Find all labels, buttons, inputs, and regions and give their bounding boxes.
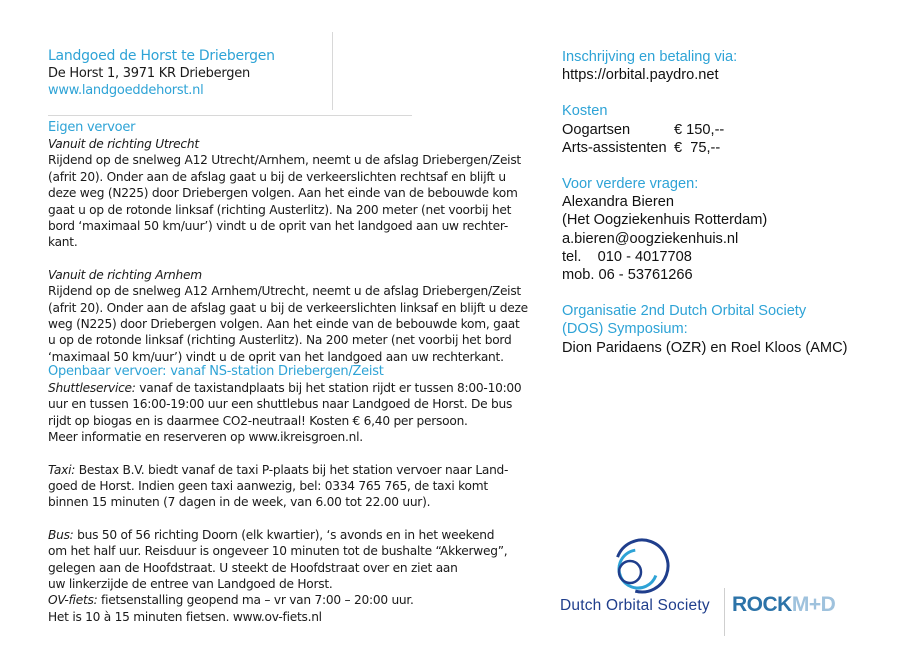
organisation-heading-1: Organisatie 2nd Dutch Orbital Society <box>562 303 807 320</box>
shuttle-line: rijdt op biogas en is daarmee CO2-neutraal! Kosten € 6,40 per persoon. <box>48 413 468 428</box>
shuttle-label: Shuttleservice: <box>48 381 136 395</box>
utrecht-line: kant. <box>48 235 78 250</box>
own-transport-heading: Eigen vervoer <box>48 120 136 135</box>
bus-line: om het half uur. Reisduur is ongeveer 10 minuten tot de bushalte “Akkerweg”, <box>48 544 508 559</box>
ovfiets-line: Het is 10 à 15 minuten fietsen. www.ov-fiets.nl <box>48 609 322 624</box>
venue-name: Landgoed de Horst te Driebergen <box>48 48 275 64</box>
utrecht-line: gaat u op de rotonde linksaf (richting Austerlitz). Na 200 meter (net voorbij het <box>48 202 512 217</box>
ovfiets-text: fietsenstalling geopend ma – vr van 7:00 – 20:00 uur. <box>97 593 414 608</box>
costs-heading: Kosten <box>562 103 608 120</box>
right-column <box>562 48 882 357</box>
bus-text: bus 50 of 56 richting Doorn (elk kwartier), ‘s avonds en in het weekend <box>73 527 495 542</box>
vertical-divider <box>332 32 333 110</box>
shuttle-line <box>48 380 538 396</box>
venue-address: De Horst 1, 3971 KR Driebergen <box>48 66 250 81</box>
taxi-line: goed de Horst. Indien geen taxi aanwezig, bel: 0334 765 765, de taxi komt <box>48 479 488 494</box>
organisation-names: Dion Paridaens (OZR) en Roel Kloos (AMC) <box>562 339 848 356</box>
arnhem-line: u op de rotonde linksaf (richting Austerlitz). Na 200 meter (net voorbij het bord <box>48 333 512 348</box>
registration-url-link[interactable]: https://orbital.paydro.net <box>562 67 719 84</box>
utrecht-line: Rijdend op de snelweg A12 Utrecht/Arnhem, neemt u de afslag Driebergen/Zeist <box>48 153 521 168</box>
logo-divider <box>724 588 725 636</box>
contact-email-link[interactable]: a.bieren@oogziekenhuis.nl <box>562 230 739 247</box>
venue-block <box>48 48 538 99</box>
rockmed-logo <box>732 593 835 617</box>
horizontal-divider <box>48 115 412 116</box>
questions-heading: Voor verdere vragen: <box>562 176 699 193</box>
bus-line: uw linkerzijde de entree van Landgoed de Horst. <box>48 577 333 592</box>
rockmed-logo-part1: ROCK <box>732 593 792 616</box>
bus-line <box>48 527 538 543</box>
contact-tel: tel. 010 - 4017708 <box>562 248 692 265</box>
arnhem-line: Rijdend op de snelweg A12 Arnhem/Utrecht, neemt u de afslag Driebergen/Zeist <box>48 284 521 299</box>
price-value: € 75,-- <box>674 139 721 156</box>
taxi-text: Bestax B.V. biedt vanaf de taxi P-plaats bij het station vervoer naar Land- <box>75 462 509 477</box>
shuttle-line: Meer informatie en reserveren op www.ikreisgroen.nl. <box>48 430 363 445</box>
registration-heading: Inschrijving en betaling via: <box>562 49 738 65</box>
own-transport-section <box>48 120 538 365</box>
shuttle-line: uur en tussen 16:00-19:00 uur een shuttlebus naar Landgoed de Horst. De bus <box>48 397 513 412</box>
bus-line: gelegen aan de Hoofdstraat. U steekt de Hoofdstraat over en ziet aan <box>48 560 458 575</box>
arnhem-line: weg (N225) door Driebergen volgen. Aan het einde van de bebouwde kom, gaat <box>48 317 520 332</box>
venue-url-link[interactable]: www.landgoeddehorst.nl <box>48 83 204 98</box>
price-row <box>562 121 882 139</box>
public-transport-heading: Openbaar vervoer: vanaf NS-station Driebergen/Zeist <box>48 364 384 379</box>
price-label: Oogartsen <box>562 121 631 138</box>
ovfiets-line <box>48 592 538 608</box>
shuttle-text: vanaf de taxistandplaats bij het station rijdt er tussen 8:00-10:00 <box>135 381 522 395</box>
public-transport-section <box>48 364 538 625</box>
contact-name: Alexandra Bieren <box>562 194 674 211</box>
price-row <box>562 139 882 157</box>
bus-label: Bus: <box>48 527 74 542</box>
utrecht-line: (afrit 20). Onder aan de afslag gaat u bij de verkeerslichten rechtsaf en blijft u <box>48 169 506 184</box>
contact-mob: mob. 06 - 53761266 <box>562 267 693 284</box>
taxi-line <box>48 462 538 478</box>
price-label: Arts-assistenten <box>562 139 667 156</box>
dos-logo-text: Dutch Orbital Society <box>560 597 710 614</box>
organisation-heading-2: (DOS) Symposium: <box>562 321 688 338</box>
taxi-line: binnen 15 minuten (7 dagen in de week, van 6.00 tot 22.00 uur). <box>48 495 431 510</box>
utrecht-title: Vanuit de richting Utrecht <box>48 137 199 151</box>
arnhem-line: (afrit 20). Onder aan de afslag gaat u bij de verkeerslichten linksaf en blijft u deze <box>48 300 528 315</box>
ovfiets-label: OV-fiets: <box>48 593 98 608</box>
contact-org: (Het Oogziekenhuis Rotterdam) <box>562 212 768 229</box>
price-value: € 150,-- <box>674 121 725 138</box>
arnhem-title: Vanuit de richting Arnhem <box>48 267 202 282</box>
rockmed-logo-part2: M+D <box>791 593 836 616</box>
utrecht-line: bord ‘maximaal 50 km/uur’) vindt u de oprit van het landgoed aan uw rechter- <box>48 219 508 234</box>
taxi-label: Taxi: <box>48 462 76 477</box>
utrecht-line: deze weg (N225) door Driebergen volgen. Aan het einde van de bebouwde kom <box>48 186 518 201</box>
arnhem-line: ‘maximaal 50 km/uur’) vindt u de oprit van het landgoed aan uw rechterkant. <box>48 349 504 364</box>
